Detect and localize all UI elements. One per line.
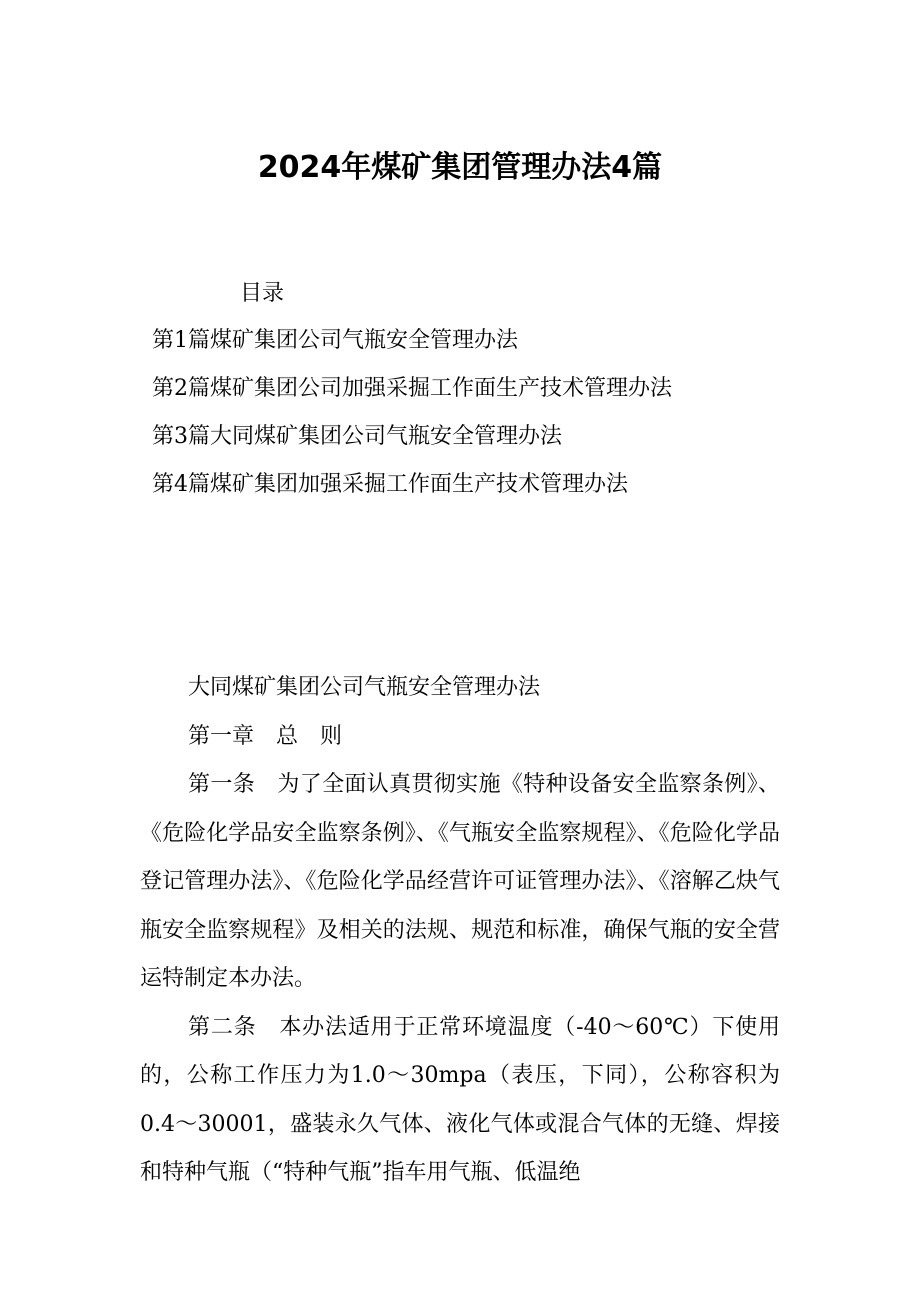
section-title: 大同煤矿集团公司气瓶安全管理办法 [188,675,541,700]
toc-item-1: 第1篇煤矿集团公司气瓶安全管理办法 [152,328,518,353]
chapter-title: 第一章 总 则 [188,723,343,749]
toc-item-3: 第3篇大同煤矿集团公司气瓶安全管理办法 [152,424,562,449]
document-title: 2024年煤矿集团管理办法4篇 [257,150,663,185]
toc-item-4: 第4篇煤矿集团加强采掘工作面生产技术管理办法 [152,472,628,497]
toc-heading: 目录 [240,281,285,306]
article-2: 第二条 本办法适用于正常环境温度（-40～60℃）下使用的，公称工作压力为1.0～30mpa（表压，下同），公称容积为0.4～30001，盛装永久气体、液化气体或混合气体的无缝、焊接和特种气瓶（“特种气瓶”指车用气瓶、低温绝 [140,1014,780,1185]
body-text [140,664,780,1198]
toc-item-2: 第2篇煤矿集团公司加强采掘工作面生产技术管理办法 [152,376,672,401]
toc-list [152,325,672,517]
article-1: 第一条 为了全面认真贯彻实施《特种设备安全监察条例》、《危险化学品安全监察条例》、《气瓶安全监察规程》、《危险化学品登记管理办法》、《危险化学品经营许可证管理办法》、《溶解乙炔气瓶安全监察规程》及相关的法规、规范和标准，确保气瓶的安全营运特制定本办法。 [140,772,780,991]
